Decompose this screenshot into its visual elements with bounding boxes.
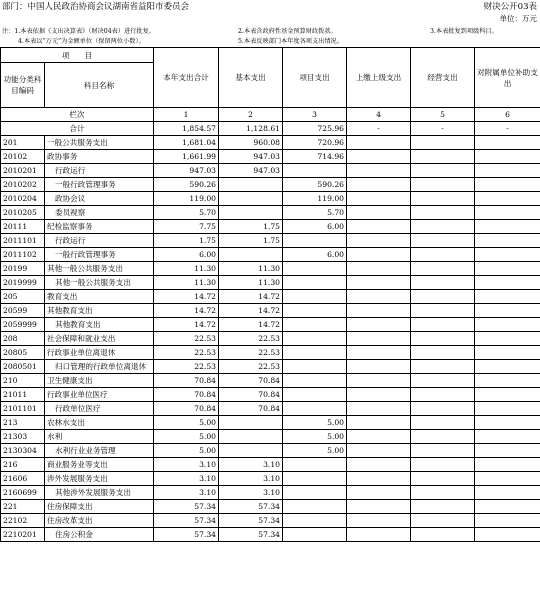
row-operating [411,248,475,262]
row-project [283,304,347,318]
table-row [1,416,540,430]
row-subsidy [475,276,540,290]
department-label: 部门：中国人民政治协商会议湖南省益阳市委员会 [2,2,190,12]
column-number: 6 [475,108,540,122]
row-basic [219,248,283,262]
row-basic [219,206,283,220]
row-basic: 14.72 [219,290,283,304]
row-name: 涉外发展服务支出 [45,472,154,486]
row-project [283,486,347,500]
table-row [1,136,540,150]
row-code: 21606 [1,472,45,486]
table-row [1,458,540,472]
table-row [1,248,540,262]
row-name: 其他一般公共服务支出 [45,262,154,276]
row-subsidy [475,486,540,500]
row-upper [347,346,411,360]
row-name: 其他教育支出 [45,318,154,332]
note-5: 5.本表反映部门本年度各项支出情况。 [238,38,343,45]
row-subsidy [475,248,540,262]
table-row [1,374,540,388]
row-project [283,514,347,528]
header-basic: 基本支出 [219,48,283,108]
row-code: 2010204 [1,192,45,206]
row-operating [411,444,475,458]
row-basic: 22.53 [219,332,283,346]
row-upper [347,416,411,430]
row-subsidy [475,472,540,486]
table-row [1,388,540,402]
row-upper [347,178,411,192]
row-basic: 22.53 [219,346,283,360]
note-4: 4.本表以“万元”为金额单位（保留两位小数）。 [18,38,145,45]
column-number: 3 [283,108,347,122]
row-name: 纪检监察事务 [45,220,154,234]
row-subsidy [475,374,540,388]
total-amount: 1,854.57 [154,122,219,136]
column-number: 1 [154,108,219,122]
row-name: 其他一般公共服务支出 [45,276,154,290]
row-name: 农林水支出 [45,416,154,430]
row-upper [347,248,411,262]
row-name: 归口管理的行政单位离退休 [45,360,154,374]
row-project [283,360,347,374]
row-basic [219,416,283,430]
row-code: 2019999 [1,276,45,290]
row-code: 216 [1,458,45,472]
row-total: 70.84 [154,388,219,402]
row-project [283,346,347,360]
row-total: 5.70 [154,206,219,220]
total-row [1,122,540,136]
row-operating [411,332,475,346]
row-subsidy [475,360,540,374]
row-upper [347,430,411,444]
row-upper [347,150,411,164]
row-name: 委员视察 [45,206,154,220]
row-code: 2010201 [1,164,45,178]
row-code: 20102 [1,150,45,164]
column-number: 4 [347,108,411,122]
row-operating [411,346,475,360]
row-total: 22.53 [154,332,219,346]
total-label: 合计 [1,122,154,136]
row-upper [347,262,411,276]
header-total: 本年支出合计 [154,48,219,108]
row-total: 1.75 [154,234,219,248]
row-total: 119.00 [154,192,219,206]
row-subsidy [475,192,540,206]
row-basic: 3.10 [219,458,283,472]
row-code: 2080501 [1,360,45,374]
row-subsidy [475,332,540,346]
row-subsidy [475,514,540,528]
row-name: 商业服务业等支出 [45,458,154,472]
row-operating [411,234,475,248]
row-subsidy [475,416,540,430]
row-project: 590.26 [283,178,347,192]
row-name: 水利 [45,430,154,444]
row-code: 20805 [1,346,45,360]
row-subsidy [475,500,540,514]
table-row [1,164,540,178]
row-operating [411,276,475,290]
table-row [1,360,540,374]
row-operating [411,458,475,472]
table-row [1,486,540,500]
row-basic: 70.84 [219,388,283,402]
table-row [1,178,540,192]
row-code: 2130304 [1,444,45,458]
row-code: 21011 [1,388,45,402]
row-total: 947.03 [154,164,219,178]
row-total: 57.34 [154,514,219,528]
row-code: 2010202 [1,178,45,192]
row-total: 11.30 [154,276,219,290]
header-operating: 经营支出 [411,48,475,108]
row-code: 201 [1,136,45,150]
table-row [1,472,540,486]
row-name: 一般行政管理事务 [45,178,154,192]
row-upper [347,276,411,290]
row-upper [347,514,411,528]
row-subsidy [475,388,540,402]
row-upper [347,234,411,248]
table-row [1,150,540,164]
row-project: 6.00 [283,220,347,234]
row-operating [411,430,475,444]
row-basic: 70.84 [219,374,283,388]
row-basic: 947.03 [219,164,283,178]
row-basic: 57.34 [219,500,283,514]
row-operating [411,360,475,374]
total-project: 725.96 [283,122,347,136]
row-operating [411,318,475,332]
row-project: 6.00 [283,248,347,262]
row-total: 3.10 [154,472,219,486]
row-total: 6.00 [154,248,219,262]
column-number-row [1,108,540,122]
row-subsidy [475,346,540,360]
row-basic: 3.10 [219,486,283,500]
row-operating [411,528,475,542]
row-name: 行政运行 [45,234,154,248]
row-name: 行政运行 [45,164,154,178]
row-project: 5.00 [283,416,347,430]
row-project [283,318,347,332]
row-project [283,290,347,304]
row-upper [347,318,411,332]
row-upper [347,332,411,346]
row-basic: 11.30 [219,276,283,290]
row-operating [411,486,475,500]
total-subsidy: - [475,122,540,136]
row-basic: 947.03 [219,150,283,164]
row-name: 行政单位医疗 [45,402,154,416]
row-name: 行政事业单位离退休 [45,346,154,360]
row-total: 3.10 [154,486,219,500]
row-project [283,402,347,416]
total-upper: - [347,122,411,136]
row-operating [411,472,475,486]
row-total: 5.00 [154,430,219,444]
row-name: 卫生健康支出 [45,374,154,388]
row-upper [347,164,411,178]
row-name: 住房公积金 [45,528,154,542]
table-row [1,402,540,416]
row-basic [219,192,283,206]
row-total: 14.72 [154,318,219,332]
table-row [1,206,540,220]
note-2: 2.本表含政府性基金预算财政拨款。 [238,28,337,35]
header-upper: 上缴上级支出 [347,48,411,108]
row-subsidy [475,164,540,178]
table-row [1,318,540,332]
row-name: 其他涉外发展服务支出 [45,486,154,500]
row-project [283,276,347,290]
row-project [283,388,347,402]
row-subsidy [475,136,540,150]
row-project [283,374,347,388]
row-project [283,234,347,248]
row-code: 2101101 [1,402,45,416]
row-name: 行政事业单位医疗 [45,388,154,402]
row-code: 20599 [1,304,45,318]
row-upper [347,290,411,304]
row-basic [219,430,283,444]
row-total: 14.72 [154,304,219,318]
row-operating [411,374,475,388]
row-name: 住房改革支出 [45,514,154,528]
row-total: 57.34 [154,500,219,514]
row-project [283,332,347,346]
row-subsidy [475,402,540,416]
row-project: 119.00 [283,192,347,206]
row-operating [411,206,475,220]
row-basic: 3.10 [219,472,283,486]
row-upper [347,192,411,206]
row-upper [347,388,411,402]
row-project [283,164,347,178]
row-subsidy [475,304,540,318]
row-name: 政协事务 [45,150,154,164]
row-basic: 14.72 [219,318,283,332]
row-project: 5.00 [283,430,347,444]
row-subsidy [475,290,540,304]
row-subsidy [475,430,540,444]
row-name: 一般行政管理事务 [45,248,154,262]
row-upper [347,374,411,388]
table-row [1,276,540,290]
row-operating [411,178,475,192]
row-basic: 14.72 [219,304,283,318]
row-basic: 1.75 [219,234,283,248]
row-basic [219,444,283,458]
table-row [1,192,540,206]
row-code: 210 [1,374,45,388]
row-subsidy [475,528,540,542]
row-total: 11.30 [154,262,219,276]
row-operating [411,150,475,164]
row-code: 2011102 [1,248,45,262]
table-row [1,220,540,234]
table-row [1,262,540,276]
row-subsidy [475,220,540,234]
row-code: 221 [1,500,45,514]
row-total: 1,681.04 [154,136,219,150]
row-project: 5.00 [283,444,347,458]
row-code: 21303 [1,430,45,444]
row-code: 20199 [1,262,45,276]
row-name: 水利行业业务管理 [45,444,154,458]
row-project: 720.96 [283,136,347,150]
row-total: 22.53 [154,346,219,360]
table-row [1,514,540,528]
column-number: 2 [219,108,283,122]
row-operating [411,220,475,234]
header-name: 科目名称 [45,63,154,108]
row-name: 一般公共服务支出 [45,136,154,150]
row-subsidy [475,262,540,276]
table-row [1,500,540,514]
row-project [283,500,347,514]
row-project [283,528,347,542]
table-row [1,430,540,444]
header-code: 功能分类科目编码 [1,63,45,108]
row-operating [411,164,475,178]
row-operating [411,290,475,304]
row-project: 714.96 [283,150,347,164]
row-subsidy [475,206,540,220]
row-upper [347,472,411,486]
row-total: 22.53 [154,360,219,374]
row-subsidy [475,318,540,332]
row-total: 14.72 [154,290,219,304]
row-basic: 57.34 [219,528,283,542]
row-code: 213 [1,416,45,430]
row-total: 5.00 [154,444,219,458]
row-subsidy [475,178,540,192]
row-operating [411,388,475,402]
table-row [1,444,540,458]
row-code: 205 [1,290,45,304]
unit-label: 单位：万元 [499,14,537,23]
row-basic: 11.30 [219,262,283,276]
form-code: 财决公开03表 [483,2,537,12]
row-total: 57.34 [154,528,219,542]
note-3: 3.本表批复到项级科目。 [430,28,498,35]
row-operating [411,402,475,416]
row-total: 1,661.99 [154,150,219,164]
row-upper [347,304,411,318]
row-total: 3.10 [154,458,219,472]
row-total: 5.00 [154,416,219,430]
row-upper [347,528,411,542]
row-name: 其他教育支出 [45,304,154,318]
row-operating [411,416,475,430]
row-code: 2010205 [1,206,45,220]
row-total: 70.84 [154,374,219,388]
row-upper [347,136,411,150]
row-basic: 70.84 [219,402,283,416]
note-1: 注：1.本表依据《支出决算表》（财决04表）进行批复。 [2,28,155,35]
table-row [1,234,540,248]
header-subsidy: 对附属单位补助支出 [475,48,540,108]
row-name: 教育支出 [45,290,154,304]
row-operating [411,192,475,206]
table-row [1,346,540,360]
row-name: 社会保障和就业支出 [45,332,154,346]
row-upper [347,360,411,374]
row-code: 2059999 [1,318,45,332]
table-row [1,528,540,542]
row-total: 70.84 [154,402,219,416]
total-basic: 1,128.61 [219,122,283,136]
row-total: 590.26 [154,178,219,192]
row-basic [219,178,283,192]
row-upper [347,500,411,514]
row-code: 2210201 [1,528,45,542]
row-upper [347,220,411,234]
row-subsidy [475,234,540,248]
row-upper [347,458,411,472]
table-row [1,304,540,318]
row-operating [411,500,475,514]
row-subsidy [475,458,540,472]
row-name: 政协会议 [45,192,154,206]
row-subsidy [475,150,540,164]
row-basic: 1.75 [219,220,283,234]
row-operating [411,262,475,276]
row-operating [411,304,475,318]
table-row [1,290,540,304]
row-project [283,262,347,276]
row-basic: 57.34 [219,514,283,528]
table-row [1,332,540,346]
row-code: 22102 [1,514,45,528]
header-project: 项 目 [1,48,154,63]
row-basic: 960.08 [219,136,283,150]
total-operating: - [411,122,475,136]
column-number-label: 栏次 [1,108,154,122]
expenditure-table [0,47,540,542]
row-project: 5.70 [283,206,347,220]
row-operating [411,514,475,528]
header-project-expense: 项目支出 [283,48,347,108]
row-name: 住房保障支出 [45,500,154,514]
column-number: 5 [411,108,475,122]
row-upper [347,206,411,220]
row-upper [347,402,411,416]
header-row-1 [1,48,540,63]
row-operating [411,136,475,150]
row-project [283,458,347,472]
row-total: 7.75 [154,220,219,234]
row-basic: 22.53 [219,360,283,374]
row-code: 20111 [1,220,45,234]
row-project [283,472,347,486]
row-code: 208 [1,332,45,346]
row-subsidy [475,444,540,458]
row-upper [347,444,411,458]
row-code: 2160699 [1,486,45,500]
row-upper [347,486,411,500]
row-code: 2011101 [1,234,45,248]
